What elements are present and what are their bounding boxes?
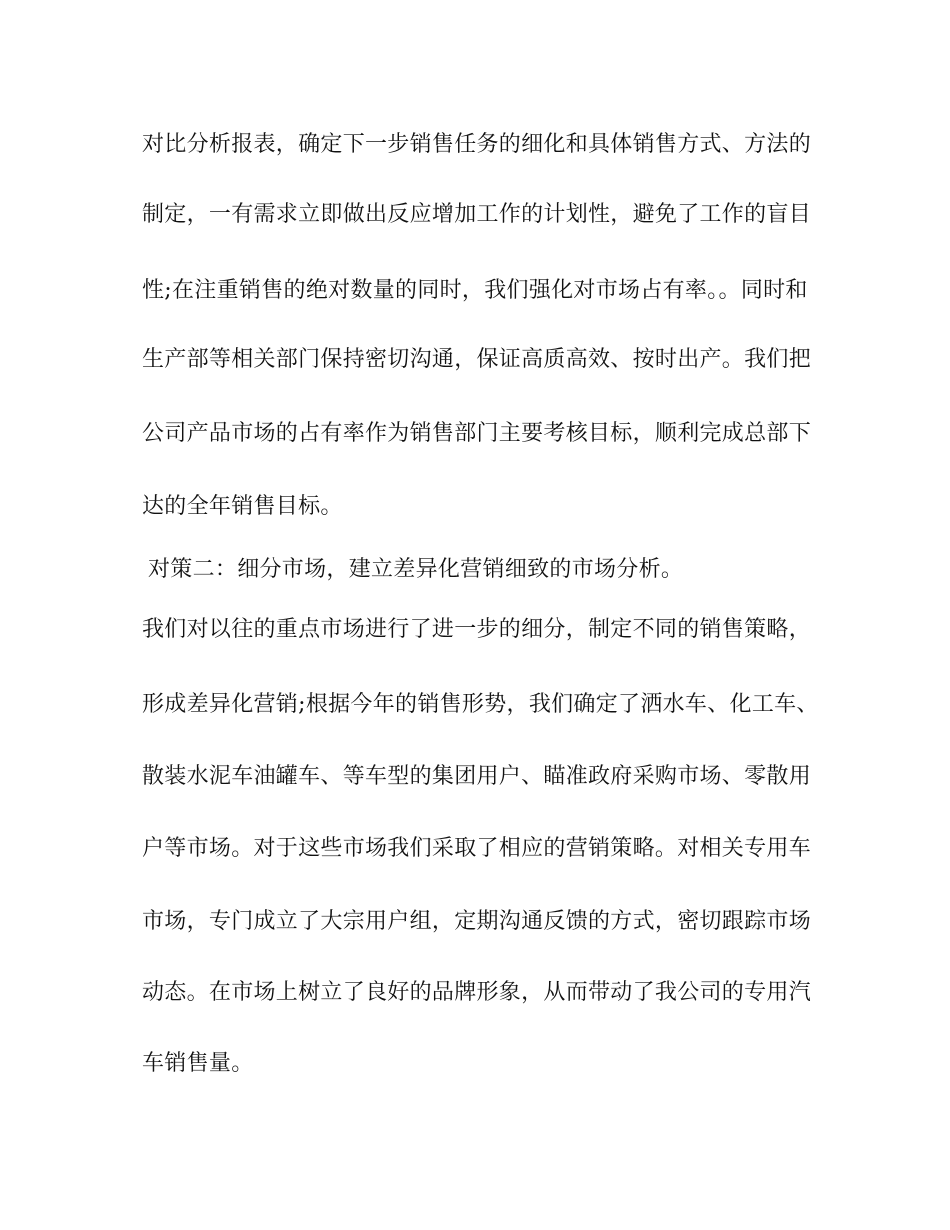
paragraph-line-10: 散装水泥车油罐车、等车型的集团用户、瞄准政府采购市场、零散用 <box>142 764 812 789</box>
paragraph-line-11: 户等市场。对于这些市场我们采取了相应的营销策略。对相关专用车 <box>142 836 812 861</box>
paragraph-line-1: 对比分析报表，确定下一步销售任务的细化和具体销售方式、方法的 <box>142 132 812 157</box>
paragraph-line-2: 制定，一有需求立即做出反应增加工作的计划性，避免了工作的盲目 <box>142 202 812 227</box>
section-heading: 对策二：细分市场，建立差异化营销细致的市场分析。 <box>148 557 684 582</box>
paragraph-line-12: 市场，专门成立了大宗用户组，定期沟通反馈的方式，密切跟踪市场 <box>142 909 812 934</box>
paragraph-line-9: 形成差异化营销;根据今年的销售形势，我们确定了洒水车、化工车、 <box>142 692 819 717</box>
paragraph-line-14: 车销售量。 <box>142 1051 254 1076</box>
paragraph-line-4: 生产部等相关部门保持密切沟通，保证高质高效、按时出产。我们把 <box>142 347 812 372</box>
paragraph-line-5: 公司产品市场的占有率作为销售部门主要考核目标，顺利完成总部下 <box>142 421 812 446</box>
paragraph-line-3: 性;在注重销售的绝对数量的同时，我们强化对市场占有率。。同时和 <box>142 278 808 303</box>
paragraph-line-8: 我们对以往的重点市场进行了进一步的细分，制定不同的销售策略， <box>142 617 812 642</box>
paragraph-line-6: 达的全年销售目标。 <box>142 494 343 519</box>
paragraph-line-13: 动态。在市场上树立了良好的品牌形象，从而带动了我公司的专用汽 <box>142 980 812 1005</box>
